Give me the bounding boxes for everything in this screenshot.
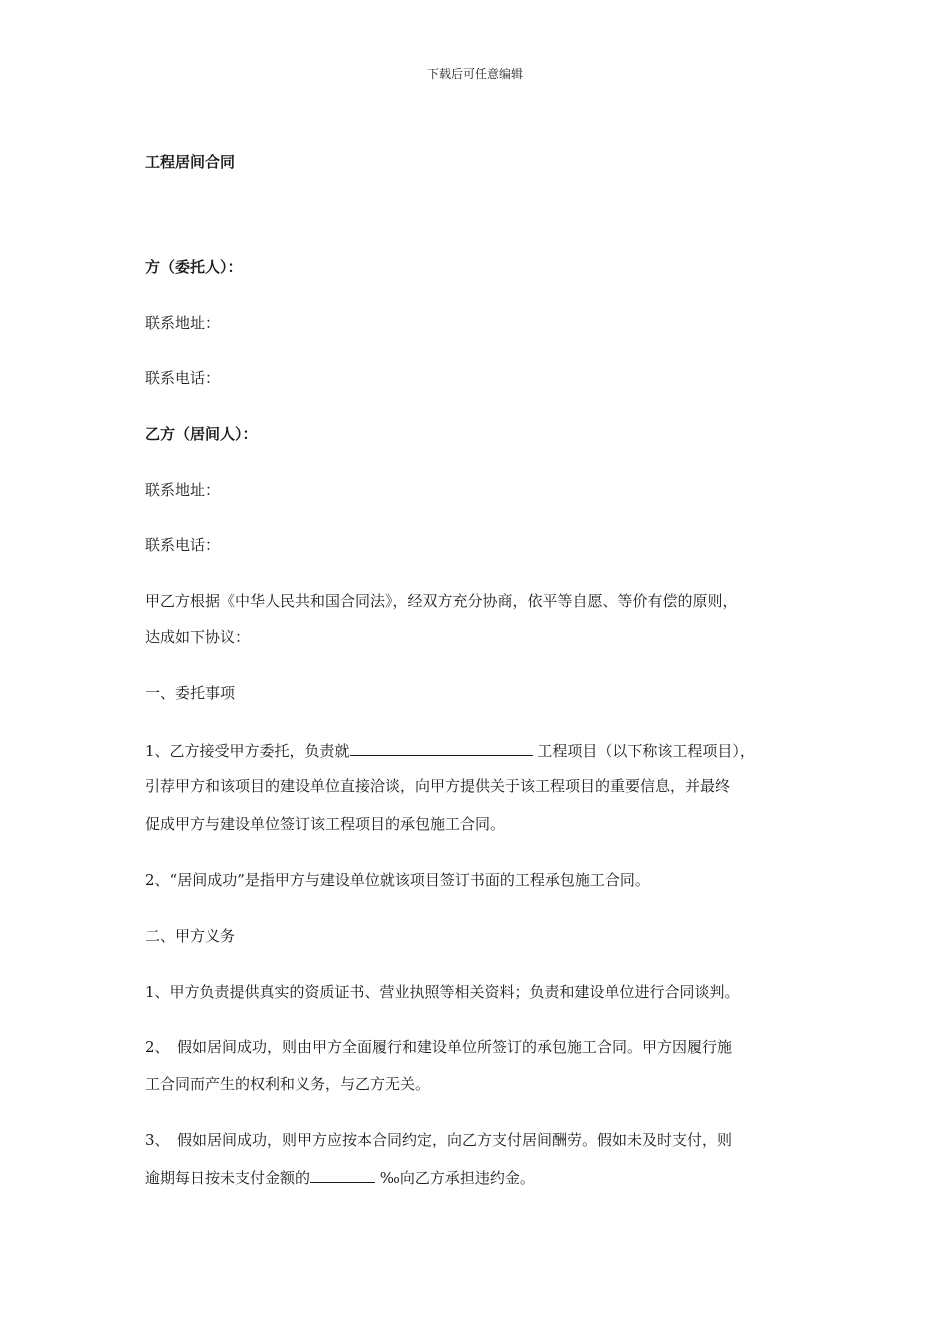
section-1-item-2: 2、“居间成功”是指甲方与建设单位就该项目签订书面的工程承包施工合同。 [145,871,650,889]
penalty-rate-blank [310,1166,375,1183]
document-title: 工程居间合同 [145,153,236,171]
party-a-address-label: 联系地址： [145,314,221,332]
section-2-item-3-prefix: 逾期每日按未支付金额的 [145,1169,311,1187]
project-name-blank [350,739,533,756]
section-1-item-1-line-3: 促成甲方与建设单位签订该工程项目的承包施工合同。 [145,815,506,833]
header-note: 下载后可任意编辑 [426,67,523,81]
section-2-item-3-suffix: ‰向乙方承担违约金。 [375,1169,535,1187]
section-1-item-1-suffix: 工程项目（以下称该工程项目）， [532,742,755,760]
preamble-line-2: 达成如下协议： [145,628,251,646]
section-2-item-3-line-1: 3、 假如居间成功，则甲方应按本合同约定，向乙方支付居间酬劳。假如未及时支付，则 [145,1131,733,1149]
party-b-address-label: 联系地址： [145,481,221,499]
preamble-line-1: 甲乙方根据《中华人民共和国合同法》，经双方充分协商，依平等自愿、等价有偿的原则， [145,592,738,610]
section-2-heading: 二、甲方义务 [145,927,236,945]
section-1-item-1-prefix: 1、乙方接受甲方委托，负责就 [145,742,350,760]
section-1-item-1-line-1 [145,739,755,761]
section-2-item-1: 1、甲方负责提供真实的资质证书、营业执照等相关资料；负责和建设单位进行合同谈判。 [145,983,740,1001]
party-a-phone-label: 联系电话： [145,369,221,387]
party-b-phone-label: 联系电话： [145,536,221,554]
party-b-heading: 乙方（居间人）： [145,425,258,443]
section-2-item-2-line-1: 2、 假如居间成功，则由甲方全面履行和建设单位所签订的承包施工合同。甲方因履行施 [145,1038,733,1056]
section-1-heading: 一、委托事项 [145,684,236,702]
section-2-item-2-line-2: 工合同而产生的权利和义务，与乙方无关。 [145,1075,431,1093]
section-1-item-1-line-2: 引荐甲方和该项目的建设单位直接洽谈，向甲方提供关于该工程项目的重要信息，并最终 [145,777,731,795]
section-2-item-3-line-2 [145,1166,535,1188]
party-a-heading: 方（委托人）： [145,258,243,276]
